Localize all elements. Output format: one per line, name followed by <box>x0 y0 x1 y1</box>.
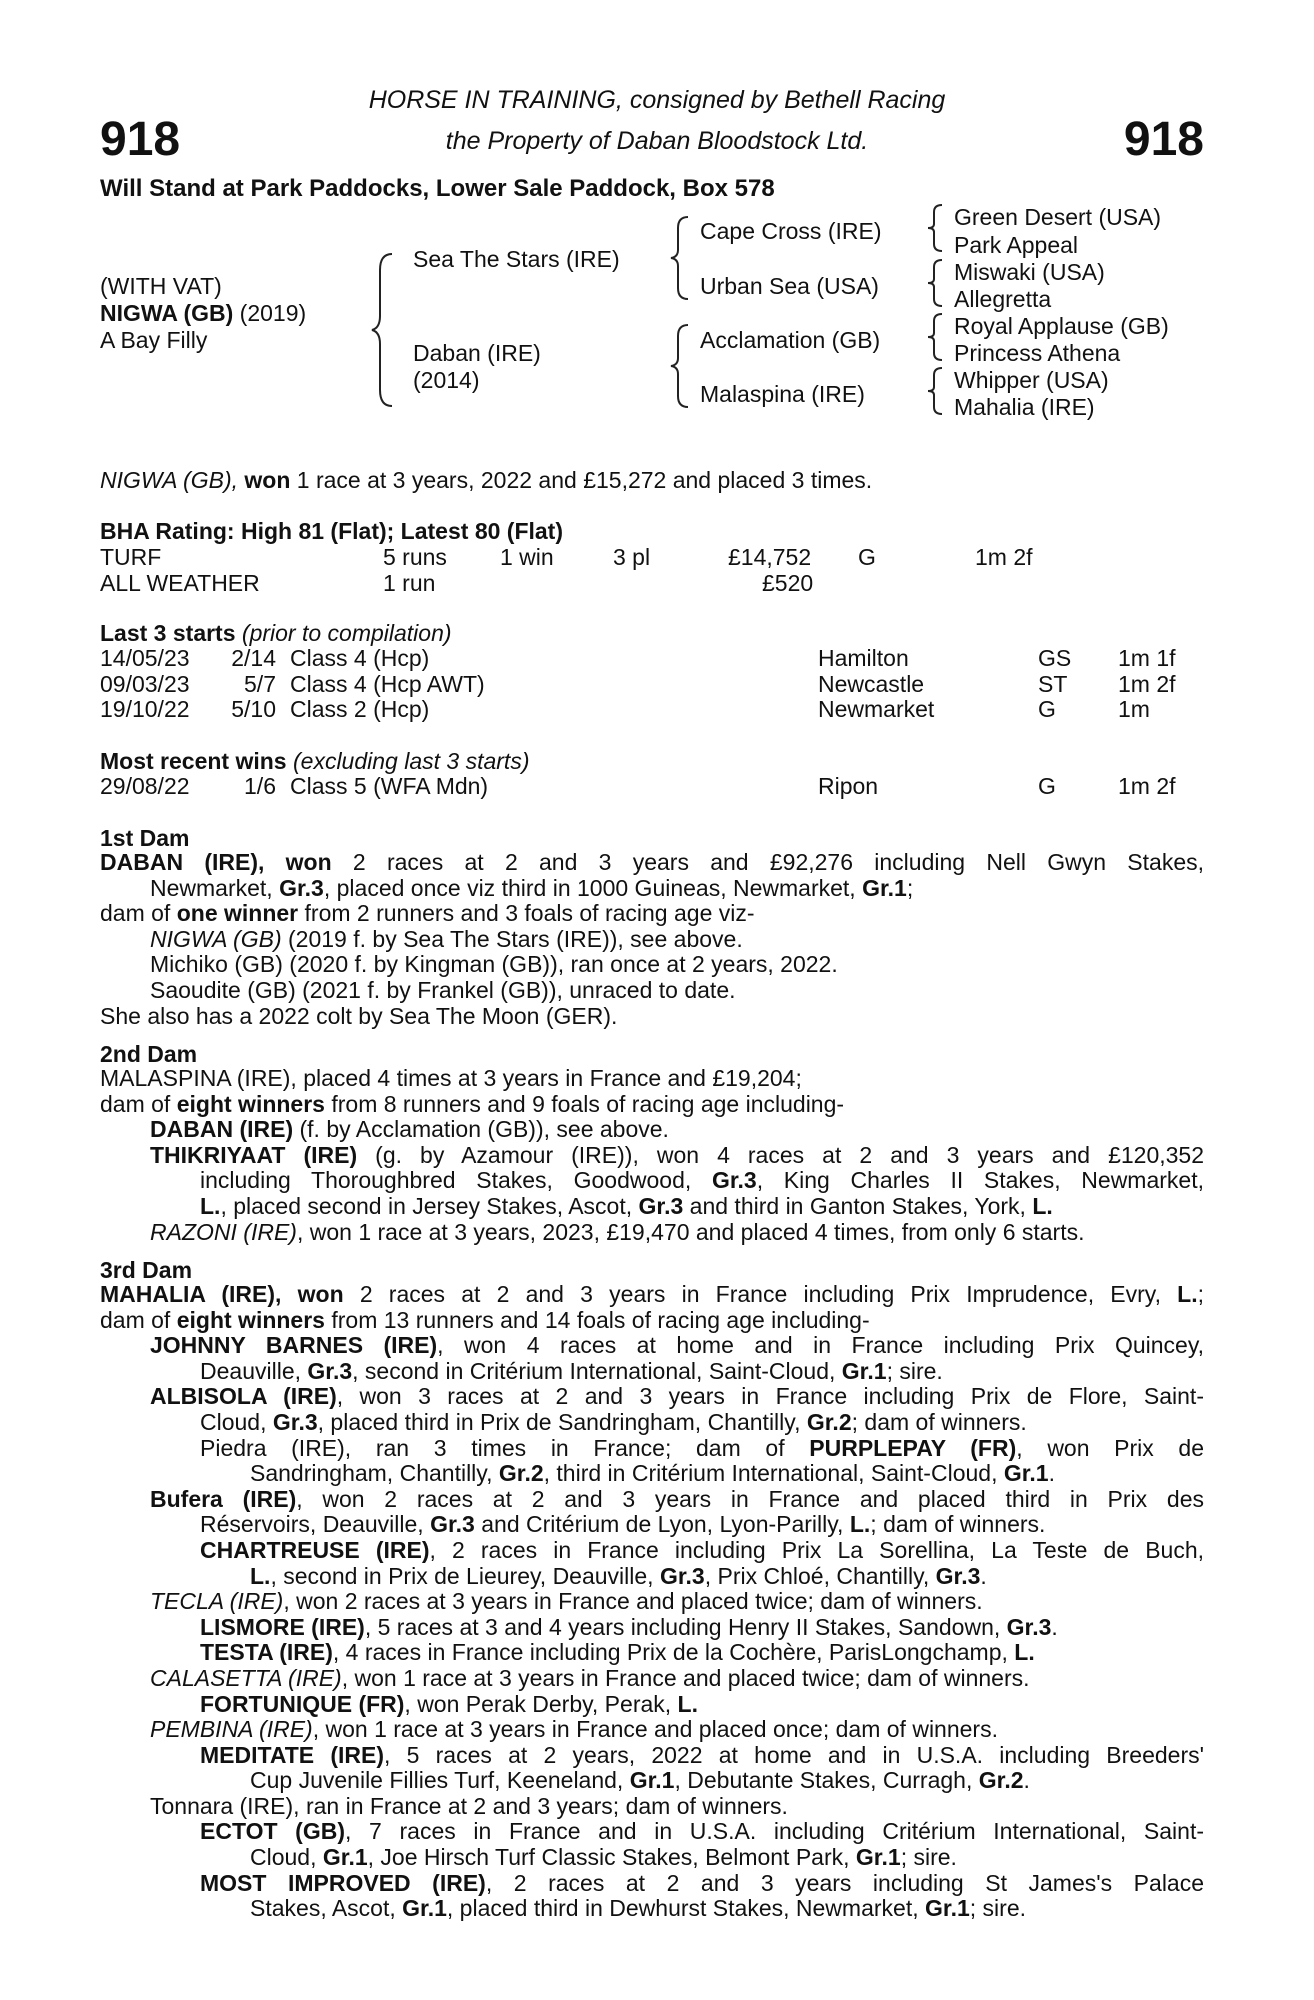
dam3-italic-text: CALASETTA (IRE) <box>150 1664 342 1691</box>
turf-label: TURF <box>100 544 162 570</box>
dam3-line <box>100 1871 1204 1897</box>
dam3-line <box>100 1461 1204 1487</box>
last-start-course: Hamilton <box>818 645 909 671</box>
dam3-line <box>100 1743 1204 1769</box>
horse-year: (2019) <box>233 300 307 326</box>
turf-placed: 3 pl <box>613 544 651 570</box>
dam1-text-2: Newmarket, <box>150 874 280 901</box>
dam3-text: Piedra (IRE), ran 3 times in France; dam of <box>200 1434 810 1461</box>
recent-win-pos: 1/6 <box>244 773 276 799</box>
dam3-bold-text: , won <box>275 1281 344 1307</box>
last-start-course: Newmarket <box>818 696 935 722</box>
dam1-line-4 <box>100 927 1204 953</box>
horse-name: NIGWA (GB) <box>100 300 234 326</box>
dam2-offspring-3-name: RAZONI (IRE) <box>150 1218 297 1245</box>
pedigree-dam-brace <box>668 322 692 410</box>
dam3-text: Tonnara (IRE), ran in France at 2 and 3 years; dam of winners. <box>150 1792 788 1819</box>
dam3-line <box>100 1538 1204 1564</box>
aw-runs: 1 run <box>383 570 436 596</box>
dam3-text: , won 2 races at 2 and 3 years in France and placed third in Prix des <box>296 1485 1204 1512</box>
dam3-text: . <box>1051 1613 1058 1640</box>
dam1-grade-1: Gr.3 <box>279 874 324 901</box>
last-start-row <box>100 696 1214 722</box>
dam3-text: , third in Critérium International, Saint-Cloud, <box>543 1460 1004 1487</box>
dam3-text: ; dam of winners. <box>851 1408 1027 1435</box>
pedigree-brace-g78 <box>925 365 945 417</box>
dam2-heading: 2nd Dam <box>100 1041 198 1067</box>
race-summary <box>100 467 872 493</box>
last-start-dist: 1m <box>1118 696 1150 722</box>
dam3-text: , won 1 race at 3 years in France and placed twice; dam of winners. <box>341 1664 1030 1691</box>
dam1-line-6: Saoudite (GB) (2021 f. by Frankel (GB)), unraced to date. <box>150 976 736 1003</box>
dam3-line <box>100 1282 1204 1308</box>
dam1-line-2 <box>100 876 1204 902</box>
pedigree-g3: Miswaki (USA) <box>954 259 1105 285</box>
pedigree-g4: Allegretta <box>954 286 1052 312</box>
dam3-bold-text: Gr.2 <box>498 1460 544 1487</box>
last-start-row <box>100 645 1214 671</box>
dam2-offspring-1-text: (f. by Acclamation (GB)), see above. <box>293 1116 669 1143</box>
dam3-text: , second in Prix de Lieurey, Deauville, <box>270 1562 660 1589</box>
dam2-grade-b: L. <box>200 1192 221 1219</box>
dam2-foals: from 8 runners and 9 foals of racing age including- <box>324 1090 845 1117</box>
dam3-bold-text: LISMORE (IRE) <box>200 1613 365 1640</box>
dam3-text: Sandringham, Chantilly, <box>250 1460 499 1487</box>
last-start-going: GS <box>1038 645 1072 671</box>
dam3-line <box>100 1564 1204 1590</box>
dam3-line <box>100 1359 1204 1385</box>
dam3-bold-text: L. <box>1014 1639 1035 1666</box>
lot-number-right: 918 <box>1123 113 1204 166</box>
dam1-dam-of: dam of <box>100 900 177 927</box>
dam2-dam-of: dam of <box>100 1090 177 1117</box>
dam3-bold-text: Gr.1 <box>841 1357 887 1384</box>
dam1-section <box>100 850 1204 1029</box>
dam3-line <box>100 1819 1204 1845</box>
recent-wins-heading <box>100 748 529 775</box>
dam3-line <box>100 1487 1204 1513</box>
dam2-grade-a: Gr.3 <box>711 1167 757 1194</box>
dam3-text: , second in Critérium International, Saint-Cloud, <box>352 1357 842 1384</box>
dam3-line <box>100 1512 1204 1538</box>
recent-win-row <box>100 773 1214 799</box>
lot-number-left: 918 <box>100 113 181 166</box>
recent-win-going: G <box>1038 773 1056 799</box>
dam1-line-3 <box>100 901 1204 927</box>
summary-rest: 1 race at 3 years, 2022 and £15,272 and placed 3 times. <box>290 467 873 493</box>
dam2-line-2 <box>100 1092 1204 1118</box>
turf-distance: 1m 2f <box>975 544 1033 570</box>
dam3-text: Stakes, Ascot, <box>250 1895 403 1922</box>
dam2-line-6 <box>100 1194 1204 1220</box>
dam3-text: , 2 races in France including Prix La Sorellina, La Teste de Buch, <box>429 1536 1205 1563</box>
dam3-bold-text: Gr.1 <box>629 1767 675 1794</box>
dam2-section <box>100 1066 1204 1245</box>
last-start-pos: 2/14 <box>231 645 276 671</box>
aw-record <box>100 570 1214 596</box>
last-starts-title: Last 3 starts <box>100 620 236 646</box>
dam3-text: , 7 races in France and in U.S.A. including Critérium International, Saint- <box>345 1818 1204 1845</box>
recent-win-date: 29/08/22 <box>100 773 190 799</box>
dam3-text: , 5 races at 3 and 4 years including Henry II Stakes, Sandown, <box>364 1613 1007 1640</box>
last-start-date: 09/03/23 <box>100 670 190 697</box>
dam3-bold-text: Gr.1 <box>855 1844 901 1871</box>
dam3-text: from 13 runners and 14 foals of racing age including- <box>324 1306 870 1333</box>
dam3-text: , won 4 races at home and in France including Prix Quincey, <box>437 1332 1205 1359</box>
dam2-grade-d: L. <box>1032 1192 1053 1219</box>
dam3-bold-text: PURPLEPAY (FR) <box>809 1434 1017 1461</box>
pedigree-brace-g56 <box>925 311 945 363</box>
bha-rating-heading: BHA Rating: High 81 (Flat); Latest 80 (Flat) <box>100 518 563 544</box>
dam3-bold-text: eight winners <box>176 1306 325 1333</box>
dam3-bold-text: Gr.3 <box>1006 1613 1052 1640</box>
dam3-text: , placed third in Dewhurst Stakes, Newmarket, <box>446 1895 925 1922</box>
dam3-text: dam of <box>100 1306 177 1333</box>
dam3-bold-text: L. <box>250 1562 271 1589</box>
last-start-class: Class 4 (Hcp) <box>290 645 430 671</box>
last-start-class: Class 4 (Hcp AWT) <box>290 670 485 697</box>
dam3-text: Cup Juvenile Fillies Turf, Keeneland, <box>250 1767 630 1794</box>
dam3-bold-text: FORTUNIQUE (FR) <box>200 1690 405 1717</box>
recent-win-class: Class 5 (WFA Mdn) <box>290 773 489 799</box>
pedigree-dam: Daban (IRE) <box>413 340 541 366</box>
dam3-line <box>100 1896 1204 1922</box>
turf-record <box>100 544 1214 570</box>
last-start-dist: 1m 1f <box>1118 645 1176 671</box>
consignor-line: HORSE IN TRAINING, consigned by Bethell Racing <box>368 86 946 114</box>
dam2-offspring-2-name: THIKRIYAAT (IRE) <box>150 1141 358 1168</box>
dam3-bold-text: MEDITATE (IRE) <box>200 1741 385 1768</box>
pedigree-sire-brace <box>668 214 692 302</box>
pedigree-brace-g12 <box>925 202 945 254</box>
dam2-grade-c: Gr.3 <box>638 1192 684 1219</box>
dam3-bold-text: L. <box>849 1511 871 1538</box>
dam3-text: , 5 races at 2 years, 2022 at home and in U.S.A. including Breeders' <box>384 1741 1204 1768</box>
aw-label: ALL WEATHER <box>100 570 260 596</box>
dam3-text: , Prix Chloé, Chantilly, <box>704 1562 936 1589</box>
property-line: the Property of Daban Bloodstock Ltd. <box>445 127 869 155</box>
dam3-text: ; sire. <box>900 1844 957 1871</box>
last-start-dist: 1m 2f <box>1118 670 1176 697</box>
pedigree-g1: Green Desert (USA) <box>954 204 1162 230</box>
pedigree-sire-dam: Urban Sea (USA) <box>700 273 879 299</box>
last-start-row <box>100 671 1214 697</box>
last-start-pos: 5/7 <box>244 670 276 697</box>
dam3-text: and Critérium de Lyon, Lyon-Parilly, <box>474 1511 850 1538</box>
dam1-line-7: She also has a 2022 colt by Sea The Moon (GER). <box>100 1002 618 1029</box>
dam3-bold-text: ECTOT (GB) <box>200 1818 345 1845</box>
dam3-bold-text: ALBISOLA (IRE) <box>150 1383 337 1410</box>
dam3-text: , won 2 races at 3 years in France and placed twice; dam of winners. <box>283 1588 983 1615</box>
dam3-bold-text: MOST IMPROVED (IRE) <box>200 1869 486 1896</box>
dam3-bold-text: Gr.1 <box>322 1844 368 1871</box>
dam1-heading: 1st Dam <box>100 825 190 851</box>
dam1-text-3: , placed once viz third in 1000 Guineas, Newmarket, <box>323 874 863 901</box>
dam3-bold-text: CHARTREUSE (IRE) <box>200 1536 430 1563</box>
recent-wins-note: (excluding last 3 starts) <box>286 748 530 774</box>
dam2-offspring-3-text: , won 1 race at 3 years, 2023, £19,470 and placed 4 times, from only 6 starts. <box>296 1218 1085 1245</box>
pedigree-sire-sire: Cape Cross (IRE) <box>700 218 882 244</box>
dam2-text-d: and third in Ganton Stakes, York, <box>683 1192 1033 1219</box>
dam3-bold-text: L. <box>1177 1281 1198 1307</box>
turf-going: G <box>858 544 876 570</box>
dam3-text: , Debutante Stakes, Curragh, <box>674 1767 979 1794</box>
dam1-offspring-1-text: (2019 f. by Sea The Stars (IRE)), see above. <box>281 925 743 952</box>
dam1-grade-2: Gr.1 <box>862 874 907 901</box>
pedigree-main-brace <box>368 250 398 410</box>
pedigree-dam-sire: Acclamation (GB) <box>700 327 881 353</box>
pedigree-g5: Royal Applause (GB) <box>954 313 1169 339</box>
dam3-line <box>100 1794 1204 1820</box>
last-starts-note: (prior to compilation) <box>235 620 452 646</box>
dam3-text: , placed third in Prix de Sandringham, Chantilly, <box>317 1408 807 1435</box>
horse-description: A Bay Filly <box>100 327 208 353</box>
dam3-text: , 4 races in France including Prix de la Cochère, ParisLongchamp, <box>332 1639 1015 1666</box>
dam3-text: ; sire. <box>969 1895 1026 1922</box>
pedigree-sire: Sea The Stars (IRE) <box>413 246 620 272</box>
summary-name: NIGWA (GB), <box>100 467 238 493</box>
dam1-foals: from 2 runners and 3 foals of racing age viz- <box>298 900 755 927</box>
stand-location: Will Stand at Park Paddocks, Lower Sale Paddock, Box 578 <box>100 175 775 202</box>
dam3-bold-text: Gr.3 <box>430 1511 475 1538</box>
dam3-bold-text: MAHALIA (IRE) <box>100 1281 276 1307</box>
dam3-italic-text: TECLA (IRE) <box>150 1588 284 1615</box>
dam3-bold-text: Bufera (IRE) <box>150 1485 297 1512</box>
dam3-line <box>100 1640 1204 1666</box>
vat-label: (WITH VAT) <box>100 273 222 299</box>
dam1-text-4: ; <box>906 874 914 901</box>
dam2-offspring-1-name: DABAN (IRE) <box>150 1116 294 1143</box>
dam3-bold-text: Gr.1 <box>925 1895 970 1922</box>
dam3-text: 2 races at 2 and 3 years in France including Prix Imprudence, Evry, <box>343 1281 1178 1307</box>
last-start-class: Class 2 (Hcp) <box>290 696 430 722</box>
turf-wins: 1 win <box>500 544 554 570</box>
dam1-name: DABAN (IRE), won <box>100 849 332 875</box>
dam3-text: , won Perak Derby, Perak, <box>404 1690 678 1717</box>
dam3-line <box>100 1666 1204 1692</box>
dam1-text: 2 races at 2 and 3 years and £92,276 including Nell Gwyn Stakes, <box>331 849 1205 875</box>
pedigree-g2: Park Appeal <box>954 232 1079 258</box>
dam3-text: , won Prix de <box>1016 1434 1205 1461</box>
dam3-text: ; dam of winners. <box>870 1511 1046 1538</box>
last-start-date: 19/10/22 <box>100 696 190 722</box>
aw-prize: £520 <box>762 570 814 596</box>
dam2-line-4 <box>100 1143 1204 1169</box>
dam3-heading: 3rd Dam <box>100 1257 193 1283</box>
dam2-text-c: , placed second in Jersey Stakes, Ascot, <box>220 1192 639 1219</box>
dam2-text-b: , King Charles II Stakes, Newmarket, <box>756 1167 1204 1194</box>
dam3-text: Réservoirs, Deauville, <box>200 1511 431 1538</box>
last-start-date: 14/05/23 <box>100 645 190 671</box>
dam3-line <box>100 1384 1204 1410</box>
last-start-pos: 5/10 <box>231 696 276 722</box>
pedigree-dam-year: (2014) <box>413 367 480 393</box>
dam3-line <box>100 1768 1204 1794</box>
dam3-line <box>100 1692 1204 1718</box>
dam3-section <box>100 1282 1204 1922</box>
dam1-winners: one winner <box>176 900 299 927</box>
dam2-line-7 <box>100 1220 1204 1246</box>
dam3-text: . <box>980 1562 987 1589</box>
turf-runs: 5 runs <box>383 544 447 570</box>
dam2-winners: eight winners <box>176 1090 325 1117</box>
dam3-text: Cloud, <box>200 1408 273 1435</box>
recent-win-course: Ripon <box>818 773 879 799</box>
recent-wins-title: Most recent wins <box>100 748 287 774</box>
dam3-line <box>100 1845 1204 1871</box>
dam2-line-5 <box>100 1168 1204 1194</box>
dam3-text: Deauville, <box>200 1357 308 1384</box>
dam3-line <box>100 1589 1204 1615</box>
dam3-bold-text: JOHNNY BARNES (IRE) <box>150 1332 438 1359</box>
pedigree-dam-dam: Malaspina (IRE) <box>700 381 865 407</box>
dam3-text: , won 3 races at 2 and 3 years in France including Prix de Flore, Saint- <box>336 1383 1204 1410</box>
dam2-line-1: MALASPINA (IRE), placed 4 times at 3 years in France and £19,204; <box>100 1065 802 1091</box>
dam3-line <box>100 1410 1204 1436</box>
dam3-text: , 2 races at 2 and 3 years including St James's Palace <box>485 1869 1205 1896</box>
dam2-offspring-2-text: (g. by Azamour (IRE)), won 4 races at 2 and 3 years and £120,352 <box>357 1141 1205 1168</box>
dam3-text: ; sire. <box>886 1357 943 1384</box>
dam2-text-a: including Thoroughbred Stakes, Goodwood, <box>200 1167 712 1194</box>
dam3-bold-text: L. <box>677 1690 698 1717</box>
dam3-line <box>100 1436 1204 1462</box>
last-start-going: G <box>1038 696 1056 722</box>
dam3-line <box>100 1308 1204 1334</box>
dam3-bold-text: Gr.3 <box>307 1357 353 1384</box>
pedigree-g7: Whipper (USA) <box>954 367 1109 393</box>
dam3-line <box>100 1717 1204 1743</box>
dam3-bold-text: Gr.1 <box>402 1895 447 1922</box>
pedigree-g6: Princess Athena <box>954 340 1121 366</box>
dam1-line-1 <box>100 850 1204 876</box>
dam3-bold-text: Gr.3 <box>935 1562 981 1589</box>
horse-name-line <box>100 300 306 326</box>
dam3-bold-text: Gr.2 <box>978 1767 1024 1794</box>
dam1-line-5: Michiko (GB) (2020 f. by Kingman (GB)), ran once at 2 years, 2022. <box>150 951 838 978</box>
recent-win-dist: 1m 2f <box>1118 773 1176 799</box>
dam3-bold-text: TESTA (IRE) <box>200 1639 333 1666</box>
dam1-offspring-1-name: NIGWA (GB) <box>150 925 282 952</box>
pedigree-g8: Mahalia (IRE) <box>954 394 1095 420</box>
last-starts-heading <box>100 620 452 647</box>
summary-won: won <box>244 467 291 493</box>
dam3-bold-text: Gr.1 <box>1003 1460 1049 1487</box>
dam3-text: ; <box>1197 1281 1204 1307</box>
last-start-course: Newcastle <box>818 670 925 697</box>
dam3-bold-text: Gr.2 <box>806 1408 852 1435</box>
last-start-going: ST <box>1038 670 1068 697</box>
dam3-bold-text: Gr.3 <box>659 1562 705 1589</box>
dam3-line <box>100 1333 1204 1359</box>
dam3-text: Cloud, <box>250 1844 323 1871</box>
dam2-line-3 <box>100 1117 1204 1143</box>
turf-prize: £14,752 <box>728 544 812 570</box>
dam3-line <box>100 1615 1204 1641</box>
dam3-text: , Joe Hirsch Turf Classic Stakes, Belmont Park, <box>367 1844 856 1871</box>
dam3-text: . <box>1023 1767 1030 1794</box>
dam3-text: . <box>1048 1460 1055 1487</box>
dam3-text: , won 1 race at 3 years in France and placed once; dam of winners. <box>312 1716 998 1743</box>
dam3-bold-text: Gr.3 <box>272 1408 318 1435</box>
dam3-italic-text: PEMBINA (IRE) <box>150 1716 313 1743</box>
pedigree-brace-g34 <box>925 257 945 309</box>
